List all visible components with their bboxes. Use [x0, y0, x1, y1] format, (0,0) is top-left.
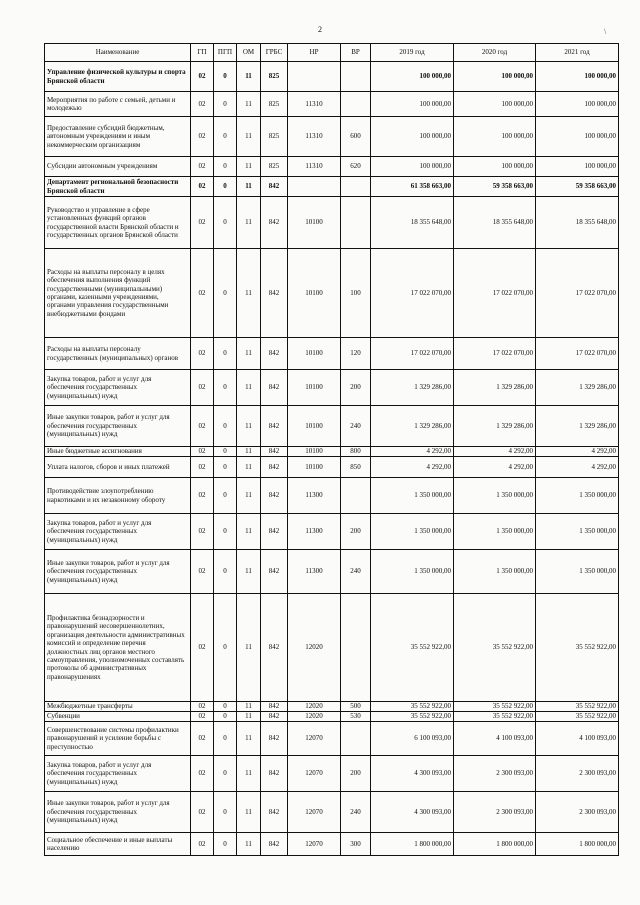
header-2021: 2021 год: [536, 44, 619, 62]
cell-nr: 12020: [288, 594, 341, 702]
cell-pgp: 0: [214, 177, 237, 197]
cell-grbs: 842: [261, 177, 288, 197]
cell-om: 11: [237, 406, 261, 447]
cell-nr: 12070: [288, 756, 341, 792]
cell-2021: 100 000,00: [536, 62, 619, 92]
cell-vr: 200: [341, 756, 371, 792]
cell-pgp: 0: [214, 370, 237, 406]
cell-2020: 1 800 000,00: [454, 833, 536, 856]
cell-2020: 1 350 000,00: [454, 550, 536, 594]
table-row: [45, 722, 619, 756]
cell-name: Департамент региональной безопасности Брянской области: [45, 177, 191, 197]
cell-2019: 1 350 000,00: [371, 478, 454, 514]
cell-2019: 100 000,00: [371, 92, 454, 117]
cell-2021: 1 800 000,00: [536, 833, 619, 856]
table-row: [45, 457, 619, 478]
cell-name: Управление физической культуры и спорта Брянской области: [45, 62, 191, 92]
cell-vr: 240: [341, 550, 371, 594]
cell-nr: 11300: [288, 550, 341, 594]
cell-2020: 35 552 922,00: [454, 594, 536, 702]
cell-vr: 530: [341, 712, 371, 722]
cell-2020: 1 329 286,00: [454, 370, 536, 406]
cell-grbs: 842: [261, 338, 288, 370]
cell-vr: [341, 197, 371, 249]
cell-grbs: 842: [261, 370, 288, 406]
cell-om: 11: [237, 478, 261, 514]
cell-om: 11: [237, 338, 261, 370]
cell-2020: 18 355 648,00: [454, 197, 536, 249]
cell-2019: 35 552 922,00: [371, 594, 454, 702]
cell-2019: 61 358 663,00: [371, 177, 454, 197]
cell-nr: 10100: [288, 457, 341, 478]
cell-2021: 1 350 000,00: [536, 478, 619, 514]
cell-pgp: 0: [214, 550, 237, 594]
cell-gp: 02: [191, 702, 214, 712]
cell-2020: 1 350 000,00: [454, 478, 536, 514]
cell-grbs: 842: [261, 712, 288, 722]
cell-vr: 300: [341, 833, 371, 856]
cell-2021: 59 358 663,00: [536, 177, 619, 197]
cell-name: Предоставление субсидий бюджетным, автономным учреждениям и иным некоммерческим организациям: [45, 117, 191, 157]
cell-nr: 12070: [288, 833, 341, 856]
cell-nr: 10100: [288, 197, 341, 249]
table-row: [45, 833, 619, 856]
cell-nr: 11310: [288, 117, 341, 157]
cell-grbs: 842: [261, 756, 288, 792]
cell-2019: 35 552 922,00: [371, 702, 454, 712]
cell-pgp: 0: [214, 117, 237, 157]
cell-2020: 2 300 093,00: [454, 792, 536, 833]
cell-grbs: 842: [261, 722, 288, 756]
cell-vr: [341, 478, 371, 514]
cell-2019: 1 329 286,00: [371, 406, 454, 447]
cell-name: Мероприятия по работе с семьей, детьми и молодежью: [45, 92, 191, 117]
header-name: Наименование: [45, 44, 191, 62]
cell-om: 11: [237, 702, 261, 712]
cell-vr: [341, 62, 371, 92]
cell-pgp: 0: [214, 712, 237, 722]
header-pgp: ПГП: [214, 44, 237, 62]
cell-gp: 02: [191, 157, 214, 177]
cell-gp: 02: [191, 197, 214, 249]
cell-pgp: 0: [214, 406, 237, 447]
cell-name: Совершенствование системы профилактики правонарушений и усиление борьбы с преступностью: [45, 722, 191, 756]
cell-gp: 02: [191, 756, 214, 792]
cell-name: Уплата налогов, сборов и иных платежей: [45, 457, 191, 478]
cell-om: 11: [237, 370, 261, 406]
cell-2020: 4 100 093,00: [454, 722, 536, 756]
cell-name: Расходы на выплаты персоналу государственных (муниципальных) органов: [45, 338, 191, 370]
cell-nr: 10100: [288, 447, 341, 457]
cell-name: Иные закупки товаров, работ и услуг для обеспечения государственных (муниципальных) нужд: [45, 406, 191, 447]
cell-om: 11: [237, 514, 261, 550]
cell-pgp: 0: [214, 756, 237, 792]
cell-vr: 240: [341, 406, 371, 447]
cell-2020: 17 022 070,00: [454, 338, 536, 370]
cell-vr: 500: [341, 702, 371, 712]
table-body: [45, 62, 619, 856]
cell-nr: 12070: [288, 722, 341, 756]
cell-2020: 4 292,00: [454, 447, 536, 457]
cell-gp: 02: [191, 833, 214, 856]
cell-nr: 12070: [288, 792, 341, 833]
cell-om: 11: [237, 92, 261, 117]
cell-name: Расходы на выплаты персоналу в целях обеспечения выполнения функций государственными (муниципальными) органами, казенными учреждениями, органами управления государственными внебюджетными фондами: [45, 249, 191, 338]
table-row: [45, 62, 619, 92]
cell-2019: 1 350 000,00: [371, 514, 454, 550]
cell-2021: 4 292,00: [536, 447, 619, 457]
cell-om: 11: [237, 594, 261, 702]
cell-pgp: 0: [214, 594, 237, 702]
cell-gp: 02: [191, 92, 214, 117]
cell-nr: 12020: [288, 712, 341, 722]
cell-2021: 1 329 286,00: [536, 370, 619, 406]
cell-vr: 200: [341, 370, 371, 406]
table-row: [45, 370, 619, 406]
cell-pgp: 0: [214, 62, 237, 92]
cell-2021: 35 552 922,00: [536, 594, 619, 702]
cell-om: 11: [237, 833, 261, 856]
header-gp: ГП: [191, 44, 214, 62]
cell-2021: 4 100 093,00: [536, 722, 619, 756]
budget-table: [44, 43, 619, 856]
header-grbs: ГРБС: [261, 44, 288, 62]
cell-om: 11: [237, 197, 261, 249]
cell-om: 11: [237, 457, 261, 478]
cell-2019: 4 292,00: [371, 457, 454, 478]
cell-gp: 02: [191, 249, 214, 338]
cell-grbs: 842: [261, 406, 288, 447]
cell-2019: 18 355 648,00: [371, 197, 454, 249]
table-row: [45, 406, 619, 447]
cell-2021: 18 355 648,00: [536, 197, 619, 249]
cell-gp: 02: [191, 712, 214, 722]
cell-grbs: 825: [261, 62, 288, 92]
table-row: [45, 702, 619, 712]
cell-om: 11: [237, 157, 261, 177]
table-row: [45, 478, 619, 514]
cell-gp: 02: [191, 722, 214, 756]
cell-vr: [341, 177, 371, 197]
cell-2019: 17 022 070,00: [371, 249, 454, 338]
cell-gp: 02: [191, 792, 214, 833]
cell-nr: 11310: [288, 157, 341, 177]
table-row: [45, 447, 619, 457]
cell-pgp: 0: [214, 447, 237, 457]
header-2019: 2019 год: [371, 44, 454, 62]
cell-2021: 4 292,00: [536, 457, 619, 478]
cell-name: Иные закупки товаров, работ и услуг для обеспечения государственных (муниципальных) нужд: [45, 792, 191, 833]
cell-2021: 1 350 000,00: [536, 514, 619, 550]
header-om: ОМ: [237, 44, 261, 62]
table-row: [45, 157, 619, 177]
cell-name: Закупка товаров, работ и услуг для обеспечения государственных (муниципальных) нужд: [45, 514, 191, 550]
cell-om: 11: [237, 722, 261, 756]
cell-grbs: 842: [261, 249, 288, 338]
cell-grbs: 842: [261, 594, 288, 702]
cell-nr: [288, 177, 341, 197]
cell-vr: 800: [341, 447, 371, 457]
cell-2020: 2 300 093,00: [454, 756, 536, 792]
cell-gp: 02: [191, 62, 214, 92]
cell-2020: 35 552 922,00: [454, 712, 536, 722]
cell-om: 11: [237, 756, 261, 792]
cell-nr: 11300: [288, 514, 341, 550]
cell-grbs: 842: [261, 833, 288, 856]
cell-2019: 4 292,00: [371, 447, 454, 457]
cell-om: 11: [237, 447, 261, 457]
table-row: [45, 550, 619, 594]
cell-nr: 10100: [288, 406, 341, 447]
cell-2020: 100 000,00: [454, 157, 536, 177]
cell-grbs: 842: [261, 478, 288, 514]
cell-gp: 02: [191, 338, 214, 370]
cell-vr: 600: [341, 117, 371, 157]
cell-pgp: 0: [214, 197, 237, 249]
cell-pgp: 0: [214, 792, 237, 833]
cell-2020: 1 329 286,00: [454, 406, 536, 447]
table-header-row: [45, 44, 619, 62]
cell-grbs: 842: [261, 550, 288, 594]
table-row: [45, 792, 619, 833]
cell-om: 11: [237, 792, 261, 833]
table-row: [45, 117, 619, 157]
cell-vr: [341, 594, 371, 702]
cell-gp: 02: [191, 514, 214, 550]
cell-2020: 100 000,00: [454, 117, 536, 157]
cell-2020: 1 350 000,00: [454, 514, 536, 550]
cell-gp: 02: [191, 550, 214, 594]
cell-name: Иные закупки товаров, работ и услуг для обеспечения государственных (муниципальных) нужд: [45, 550, 191, 594]
corner-mark: \: [604, 27, 607, 36]
cell-2019: 1 800 000,00: [371, 833, 454, 856]
cell-vr: 850: [341, 457, 371, 478]
cell-om: 11: [237, 62, 261, 92]
cell-gp: 02: [191, 370, 214, 406]
cell-grbs: 842: [261, 514, 288, 550]
header-2020: 2020 год: [454, 44, 536, 62]
cell-name: Руководство и управление в сфере установленных функций органов государственной власти Брянской области и государственных органов Брянской области: [45, 197, 191, 249]
cell-vr: [341, 92, 371, 117]
cell-name: Межбюджетные трансферты: [45, 702, 191, 712]
cell-grbs: 842: [261, 447, 288, 457]
table-row: [45, 92, 619, 117]
cell-name: Закупка товаров, работ и услуг для обеспечения государственных (муниципальных) нужд: [45, 756, 191, 792]
cell-pgp: 0: [214, 478, 237, 514]
cell-2021: 17 022 070,00: [536, 338, 619, 370]
cell-nr: 10100: [288, 370, 341, 406]
cell-pgp: 0: [214, 92, 237, 117]
table-row: [45, 594, 619, 702]
cell-grbs: 825: [261, 92, 288, 117]
cell-2019: 4 300 093,00: [371, 756, 454, 792]
cell-name: Субвенции: [45, 712, 191, 722]
cell-name: Иные бюджетные ассигнования: [45, 447, 191, 457]
cell-2019: 4 300 093,00: [371, 792, 454, 833]
cell-2021: 35 552 922,00: [536, 702, 619, 712]
cell-om: 11: [237, 117, 261, 157]
cell-name: Закупка товаров, работ и услуг для обеспечения государственных (муниципальных) нужд: [45, 370, 191, 406]
cell-name: Субсидии автономным учреждениям: [45, 157, 191, 177]
cell-2019: 1 329 286,00: [371, 370, 454, 406]
cell-om: 11: [237, 550, 261, 594]
cell-pgp: 0: [214, 833, 237, 856]
cell-vr: 120: [341, 338, 371, 370]
table-row: [45, 514, 619, 550]
cell-om: 11: [237, 712, 261, 722]
cell-nr: 10100: [288, 249, 341, 338]
cell-2020: 100 000,00: [454, 62, 536, 92]
cell-nr: 11300: [288, 478, 341, 514]
table-row: [45, 338, 619, 370]
cell-nr: 10100: [288, 338, 341, 370]
header-vr: ВР: [341, 44, 371, 62]
cell-gp: 02: [191, 117, 214, 157]
cell-pgp: 0: [214, 702, 237, 712]
cell-2021: 100 000,00: [536, 92, 619, 117]
cell-2019: 6 100 093,00: [371, 722, 454, 756]
page-number: 2: [318, 25, 322, 34]
cell-grbs: 842: [261, 702, 288, 712]
table-row: [45, 756, 619, 792]
cell-name: Противодействие злоупотреблению наркотиками и их незаконному обороту: [45, 478, 191, 514]
cell-2021: 2 300 093,00: [536, 792, 619, 833]
cell-2019: 35 552 922,00: [371, 712, 454, 722]
cell-nr: [288, 62, 341, 92]
table-row: [45, 177, 619, 197]
cell-gp: 02: [191, 478, 214, 514]
cell-2020: 17 022 070,00: [454, 249, 536, 338]
cell-2021: 35 552 922,00: [536, 712, 619, 722]
cell-vr: [341, 722, 371, 756]
cell-2020: 100 000,00: [454, 92, 536, 117]
cell-grbs: 825: [261, 117, 288, 157]
cell-2021: 1 350 000,00: [536, 550, 619, 594]
cell-2021: 100 000,00: [536, 157, 619, 177]
cell-pgp: 0: [214, 157, 237, 177]
cell-2019: 100 000,00: [371, 62, 454, 92]
cell-nr: 11310: [288, 92, 341, 117]
cell-gp: 02: [191, 457, 214, 478]
cell-pgp: 0: [214, 722, 237, 756]
cell-nr: 12020: [288, 702, 341, 712]
cell-gp: 02: [191, 177, 214, 197]
cell-vr: 620: [341, 157, 371, 177]
cell-2021: 1 329 286,00: [536, 406, 619, 447]
cell-pgp: 0: [214, 514, 237, 550]
cell-name: Социальное обеспечение и иные выплаты населению: [45, 833, 191, 856]
cell-gp: 02: [191, 594, 214, 702]
cell-gp: 02: [191, 406, 214, 447]
cell-grbs: 842: [261, 457, 288, 478]
cell-2021: 2 300 093,00: [536, 756, 619, 792]
cell-vr: 240: [341, 792, 371, 833]
table-row: [45, 712, 619, 722]
cell-grbs: 825: [261, 157, 288, 177]
cell-2020: 35 552 922,00: [454, 702, 536, 712]
cell-2021: 100 000,00: [536, 117, 619, 157]
table-row: [45, 197, 619, 249]
cell-vr: 100: [341, 249, 371, 338]
cell-om: 11: [237, 249, 261, 338]
cell-2019: 100 000,00: [371, 117, 454, 157]
cell-om: 11: [237, 177, 261, 197]
cell-grbs: 842: [261, 197, 288, 249]
cell-name: Профилактика безнадзорности и правонарушений несовершеннолетних, организация деятельности административных комиссий и определение перечня должностных лиц органов местного самоуправления, уполномоченных составлять протоколы об административных правонарушениях: [45, 594, 191, 702]
cell-2019: 17 022 070,00: [371, 338, 454, 370]
cell-2020: 59 358 663,00: [454, 177, 536, 197]
cell-vr: 200: [341, 514, 371, 550]
cell-pgp: 0: [214, 457, 237, 478]
cell-gp: 02: [191, 447, 214, 457]
cell-2019: 100 000,00: [371, 157, 454, 177]
cell-2019: 1 350 000,00: [371, 550, 454, 594]
cell-2021: 17 022 070,00: [536, 249, 619, 338]
cell-2020: 4 292,00: [454, 457, 536, 478]
header-nr: НР: [288, 44, 341, 62]
cell-pgp: 0: [214, 249, 237, 338]
cell-pgp: 0: [214, 338, 237, 370]
table-row: [45, 249, 619, 338]
cell-grbs: 842: [261, 792, 288, 833]
